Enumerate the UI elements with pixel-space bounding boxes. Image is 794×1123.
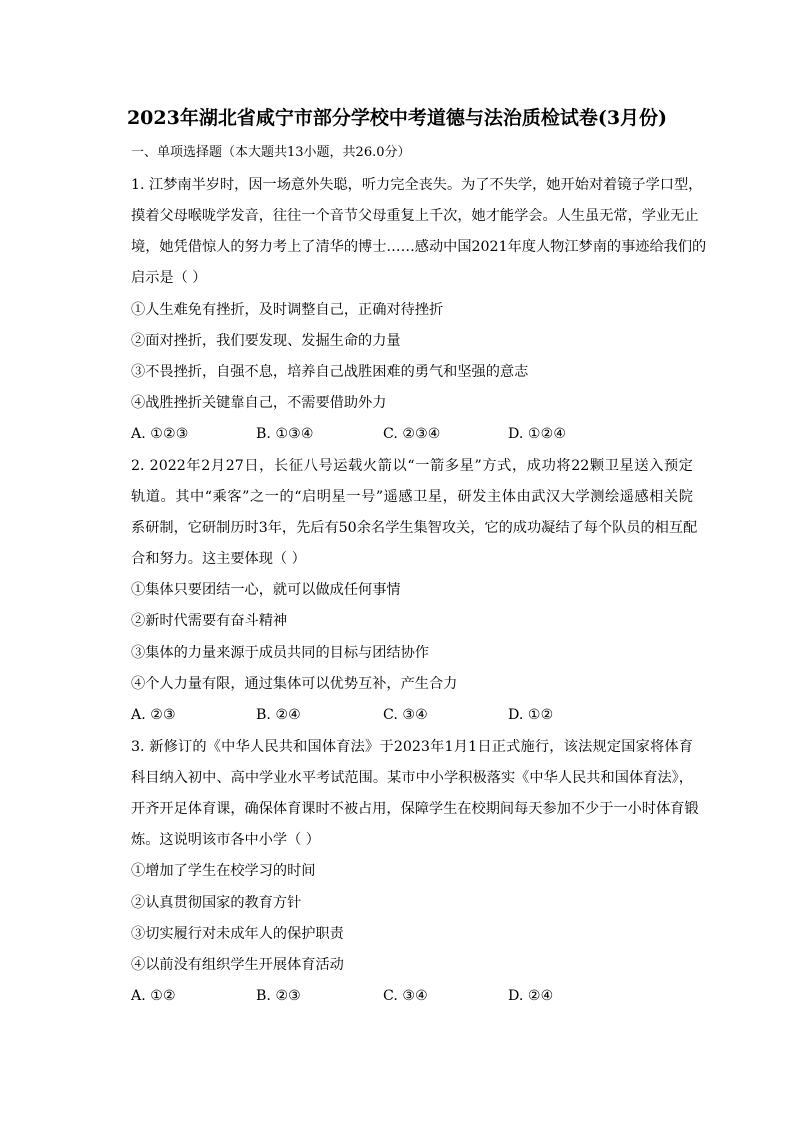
question-1-statement-1: ①人生难免有挫折，及时调整自己，正确对待挫折 (131, 302, 444, 318)
question-3-option-c[interactable]: C. ③④ (383, 988, 428, 1004)
question-2-option-c[interactable]: C. ③④ (383, 707, 428, 723)
question-2-statement-2: ②新时代需要有奋斗精神 (131, 613, 288, 629)
question-1-stem-line-4: 启示是（ ） (131, 270, 207, 286)
question-3-stem-line-1: 3. 新修订的《中华人民共和国体育法》于2023年1月1日正式施行，该法规定国家将体育 (131, 739, 693, 755)
question-2-option-d[interactable]: D. ①② (508, 707, 554, 723)
question-3-stem-line-3: 开齐开足体育课，确保体育课时不被占用，保障学生在校期间每天参加不少于一小时体育锻 (131, 801, 699, 817)
question-3-option-a[interactable]: A. ①② (131, 988, 176, 1004)
question-3-statement-1: ①增加了学生在校学习的时间 (131, 863, 316, 879)
question-1-options (131, 423, 693, 445)
question-1-stem-line-2: 摸着父母喉咙学发音，往往一个音节父母重复上千次，她才能学会。人生虽无常，学业无止 (131, 208, 699, 224)
question-3-statement-4: ④以前没有组织学生开展体育活动 (131, 957, 344, 973)
question-2-options (131, 704, 693, 726)
question-2-stem-line-3: 系研制，它研制历时3年，先后有50余名学生集智攻关，它的成功凝结了每个队员的相互配 (131, 520, 698, 536)
question-1-stem-line-1: 1. 江梦南半岁时，因一场意外失聪，听力完全丧失。为了不失学，她开始对着镜子学口型， (131, 177, 703, 193)
section-heading: 一、单项选择题（本大题共13小题，共26.0分） (131, 145, 411, 160)
question-1-option-c[interactable]: C. ②③④ (383, 426, 441, 442)
question-1-stem-line-3: 境，她凭借惊人的努力考上了清华的博士……感动中国2021年度人物江梦南的事迹给我们的 (131, 239, 707, 255)
question-2-stem-line-1: 2. 2022年2月27日，长征八号运载火箭以“一箭多星”方式，成功将22颗卫星送入预定 (131, 458, 693, 474)
question-3-stem-line-2: 科目纳入初中、高中学业水平考试范围。某市中小学积极落实《中华人民共和国体育法》， (131, 770, 693, 786)
question-2-stem-line-4: 合和努力。这主要体现（ ） (131, 551, 306, 567)
question-3-option-d[interactable]: D. ②④ (508, 988, 554, 1004)
question-1-statement-4: ④战胜挫折关键靠自己，不需要借助外力 (131, 395, 387, 411)
question-1-option-a[interactable]: A. ①②③ (131, 426, 189, 442)
question-3-options (131, 985, 693, 1007)
question-2-statement-3: ③集体的力量来源于成员共同的目标与团结协作 (131, 645, 429, 661)
question-2-option-a[interactable]: A. ②③ (131, 707, 176, 723)
question-2-option-b[interactable]: B. ②④ (256, 707, 301, 723)
question-3-option-b[interactable]: B. ②③ (256, 988, 301, 1004)
question-3-stem-line-4: 炼。这说明该市各中小学（ ） (131, 832, 320, 848)
question-3-statement-3: ③切实履行对未成年人的保护职责 (131, 926, 344, 942)
question-1-statement-3: ③不畏挫折，自强不息，培养自己战胜困难的勇气和坚强的意志 (131, 364, 529, 380)
question-2-statement-1: ①集体只要团结一心，就可以做成任何事情 (131, 582, 401, 598)
question-2-stem-line-2: 轨道。其中“乘客”之一的“启明星一号”遥感卫星，研发主体由武汉大学测绘遥感相关院 (131, 489, 693, 505)
question-2-statement-4: ④个人力量有限，通过集体可以优势互补，产生合力 (131, 676, 458, 692)
question-1-option-d[interactable]: D. ①②④ (508, 426, 567, 442)
exam-title: 2023年湖北省咸宁市部分学校中考道德与法治质检试卷(3月份) (126, 107, 668, 129)
question-1-statement-2: ②面对挫折，我们要发现、发掘生命的力量 (131, 333, 401, 349)
question-1-option-b[interactable]: B. ①③④ (256, 426, 314, 442)
question-3-statement-2: ②认真贯彻国家的教育方针 (131, 895, 302, 911)
